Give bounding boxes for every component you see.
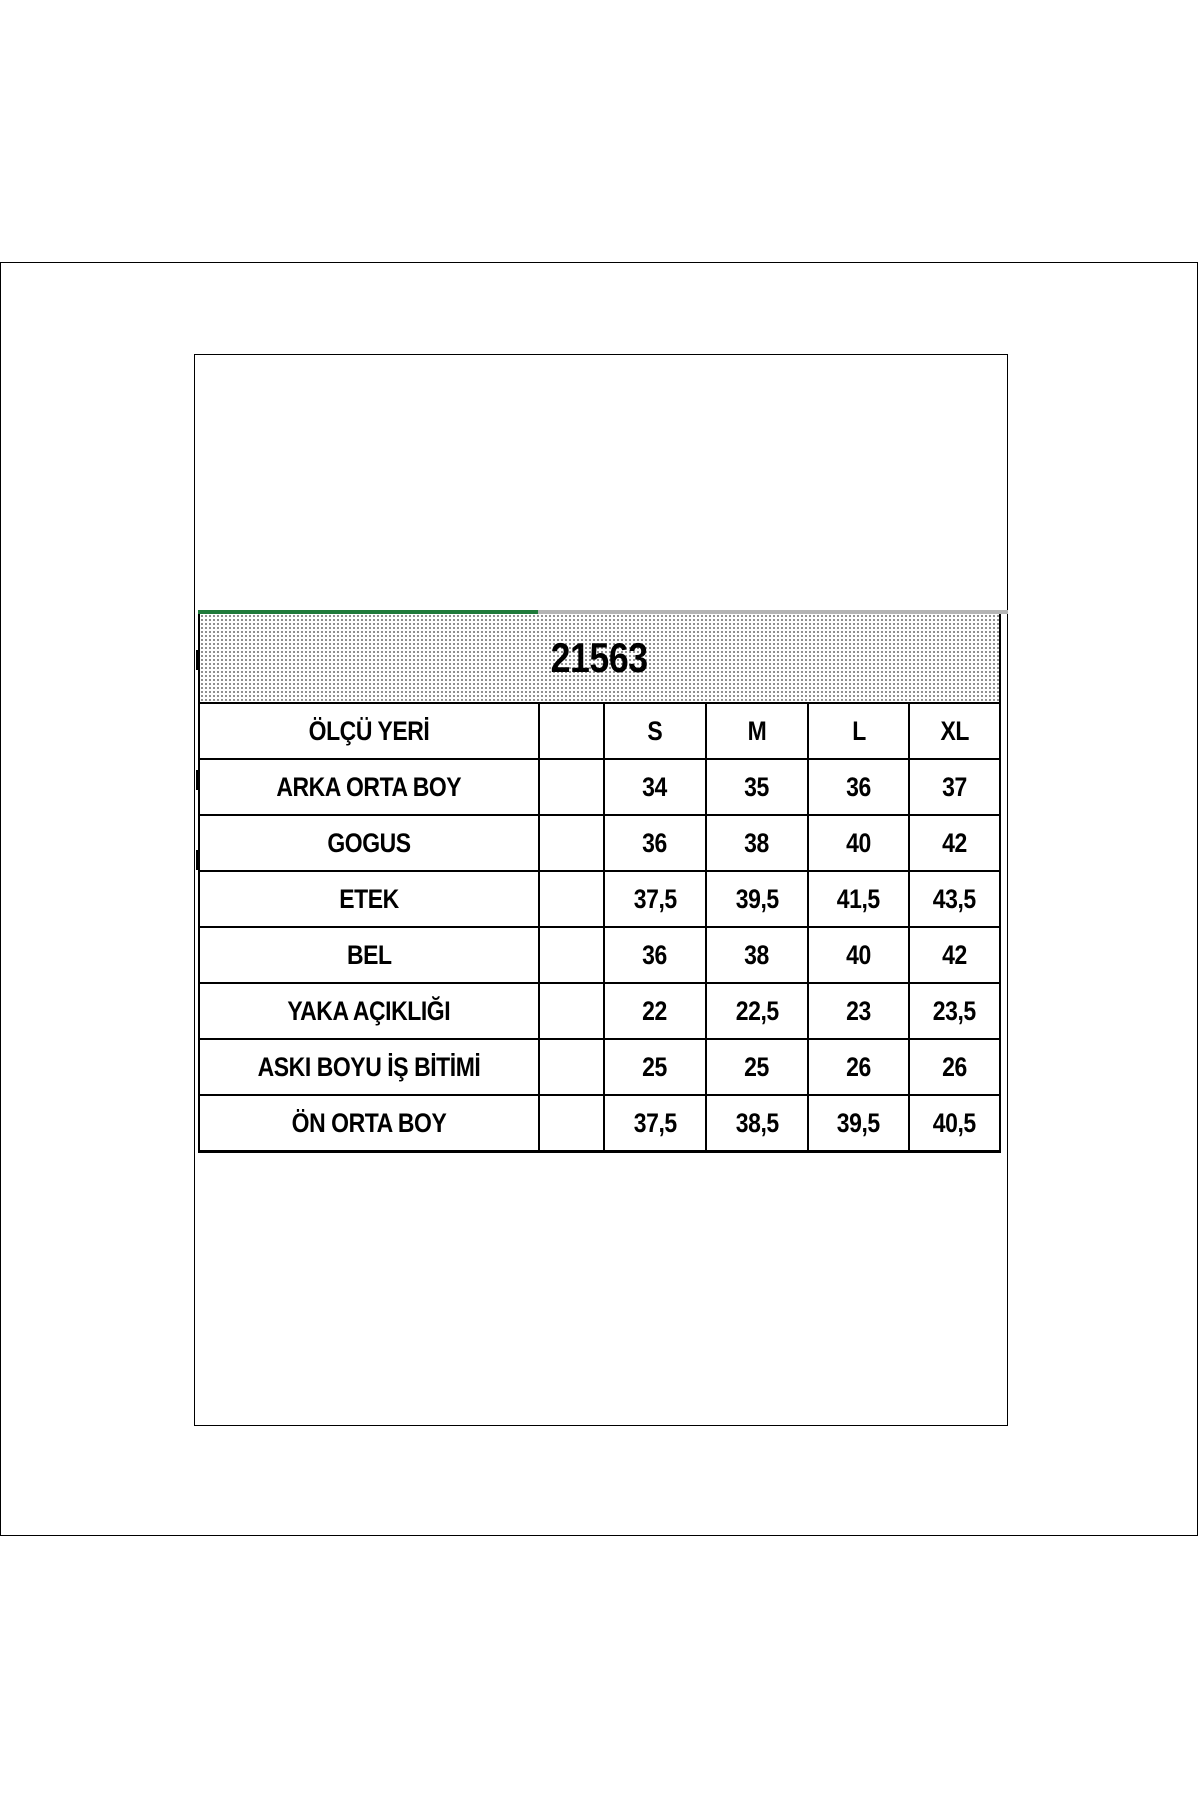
value-cell: 36 xyxy=(808,759,909,815)
table-row xyxy=(199,983,1000,1039)
size-chart-table xyxy=(198,614,1001,1153)
table-row xyxy=(199,1039,1000,1095)
value-cell: 38 xyxy=(706,927,808,983)
size-header-xl: XL xyxy=(909,703,1000,759)
blank-cell xyxy=(539,927,604,983)
value-cell: 43,5 xyxy=(909,871,1000,927)
value-cell: 42 xyxy=(909,927,1000,983)
value-cell: 26 xyxy=(909,1039,1000,1095)
row-label: ASKI BOYU İŞ BİTİMİ xyxy=(199,1039,539,1095)
table-row xyxy=(199,815,1000,871)
header-row xyxy=(199,703,1000,759)
value-cell: 40 xyxy=(808,927,909,983)
value-cell: 39,5 xyxy=(808,1095,909,1152)
blank-cell xyxy=(539,1039,604,1095)
row-tick-mark xyxy=(196,770,199,790)
blank-cell xyxy=(539,815,604,871)
value-cell: 37 xyxy=(909,759,1000,815)
blank-cell xyxy=(539,983,604,1039)
value-cell: 37,5 xyxy=(604,1095,706,1152)
value-cell: 34 xyxy=(604,759,706,815)
row-label: ÖN ORTA BOY xyxy=(199,1095,539,1152)
size-header-m: M xyxy=(706,703,808,759)
row-label: BEL xyxy=(199,927,539,983)
value-cell: 38,5 xyxy=(706,1095,808,1152)
table-row xyxy=(199,927,1000,983)
value-cell: 22 xyxy=(604,983,706,1039)
value-cell: 36 xyxy=(604,815,706,871)
blank-header xyxy=(539,703,604,759)
blank-cell xyxy=(539,759,604,815)
value-cell: 38 xyxy=(706,815,808,871)
value-cell: 23,5 xyxy=(909,983,1000,1039)
row-tick-mark xyxy=(196,850,199,870)
row-label: ETEK xyxy=(199,871,539,927)
measurement-header: ÖLÇÜ YERİ xyxy=(199,703,539,759)
value-cell: 35 xyxy=(706,759,808,815)
blank-cell xyxy=(539,871,604,927)
product-code: 21563 xyxy=(199,614,1000,703)
table-row xyxy=(199,871,1000,927)
size-header-s: S xyxy=(604,703,706,759)
table-row xyxy=(199,1095,1000,1152)
value-cell: 41,5 xyxy=(808,871,909,927)
value-cell: 42 xyxy=(909,815,1000,871)
value-cell: 36 xyxy=(604,927,706,983)
value-cell: 39,5 xyxy=(706,871,808,927)
title-row xyxy=(199,614,1000,703)
value-cell: 40 xyxy=(808,815,909,871)
size-header-l: L xyxy=(808,703,909,759)
blank-cell xyxy=(539,1095,604,1152)
value-cell: 26 xyxy=(808,1039,909,1095)
row-label: ARKA ORTA BOY xyxy=(199,759,539,815)
row-tick-mark xyxy=(196,650,199,670)
row-label: YAKA AÇIKLIĞI xyxy=(199,983,539,1039)
value-cell: 25 xyxy=(604,1039,706,1095)
value-cell: 37,5 xyxy=(604,871,706,927)
row-label: GOGUS xyxy=(199,815,539,871)
value-cell: 25 xyxy=(706,1039,808,1095)
value-cell: 40,5 xyxy=(909,1095,1000,1152)
value-cell: 22,5 xyxy=(706,983,808,1039)
table-row xyxy=(199,759,1000,815)
value-cell: 23 xyxy=(808,983,909,1039)
